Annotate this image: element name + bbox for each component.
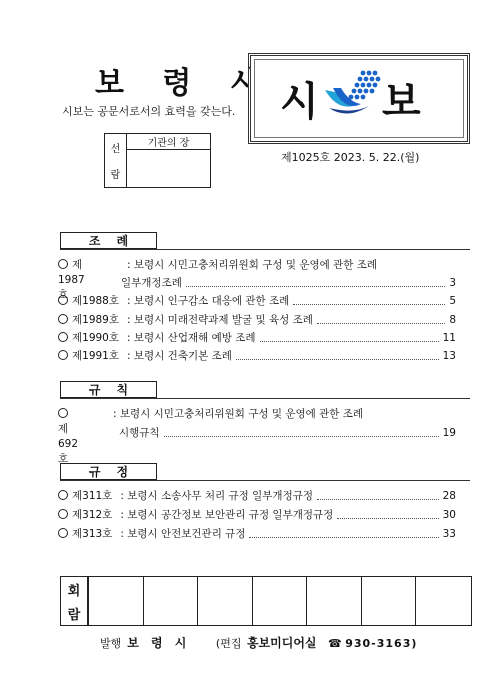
circulation-table [60,576,472,626]
circle-bullet-icon [58,490,68,500]
section-rule [60,249,470,250]
circle-bullet-icon [58,332,68,342]
approval-head: 기관의 장 [127,134,210,150]
circle-bullet-icon [58,528,68,538]
issue-number-date: 제1025호 2023. 5. 22.(월) [281,151,420,164]
circulation-cell [307,577,362,625]
circle-bullet-icon [58,408,68,418]
approval-box [104,133,211,188]
section-rule [60,398,470,399]
toc-entry[interactable]: 제1990호 : 보령시 산업재해 예방 조례 11 [58,331,456,346]
toc-entry-cont[interactable]: 시행규칙 19 [119,427,456,439]
section-heading-ordinance: 조례 [60,232,157,249]
toc-entry[interactable]: 제1988호 : 보령시 인구감소 대응에 관한 조례 5 [58,294,456,309]
brand-right-char: 보 [382,79,421,125]
circulation-cell [198,577,253,625]
circulation-cell [144,577,199,625]
toc-entry-cont[interactable]: 일부개정조례 3 [121,277,456,289]
circulation-label: 회 람 [61,577,89,625]
circle-bullet-icon [58,350,68,360]
section-heading-rule: 규칙 [60,381,157,398]
phone-icon: ☎ [328,637,342,650]
toc-entry[interactable]: 제311호 : 보령시 소송사무 처리 규정 일부개정규정 28 [58,489,456,504]
approval-label: 선 람 [105,134,127,187]
circulation-cell [253,577,308,625]
toc-entry[interactable]: 제312호 : 보령시 공간정보 보안관리 규정 일부개정규정 30 [58,508,456,523]
city-logo-icon [323,66,383,122]
circle-bullet-icon [58,295,68,305]
section-heading-regulation: 규정 [60,463,157,480]
publisher-name: 보 령 시 [127,636,191,650]
section-rule [60,480,470,481]
subtitle: 시보는 공문서로서의 효력을 갖는다. [62,105,236,118]
phone-number: 930-3163) [345,637,418,650]
circle-bullet-icon [58,509,68,519]
approval-sign-area [127,150,210,187]
circulation-cell [362,577,417,625]
editor-name: 홍보미디어실 [246,636,317,650]
circulation-cell [89,577,144,625]
city-title: 보 령 시 [95,66,273,101]
toc-entry[interactable]: 제1991호 : 보령시 건축기본 조례 13 [58,349,456,364]
publisher-footer: 발행 보 령 시 (편집 홍보미디어실 ☎ 930-3163) [100,636,418,650]
circulation-cell [416,577,471,625]
circle-bullet-icon [58,314,68,324]
circle-bullet-icon [58,259,68,269]
brand-left-char: 시 [280,79,319,125]
toc-entry[interactable]: 제313호 : 보령시 안전보건관리 규정 33 [58,527,456,542]
toc-entry[interactable]: 제1989호 : 보령시 미래전략과제 발굴 및 육성 조례 8 [58,313,456,328]
